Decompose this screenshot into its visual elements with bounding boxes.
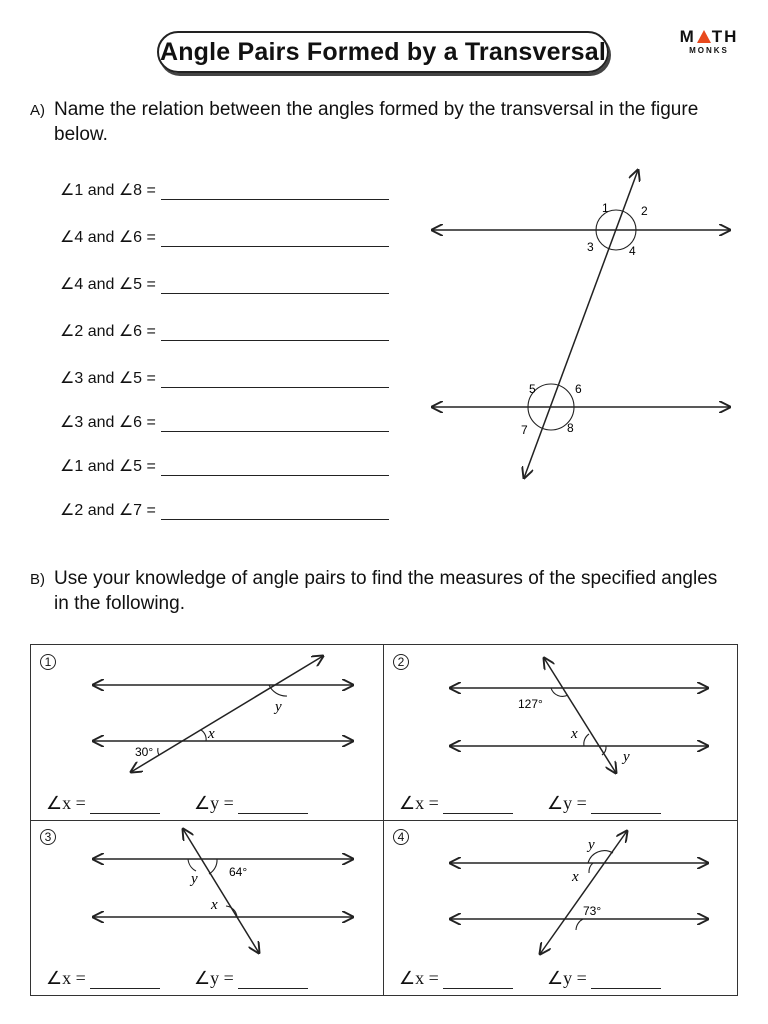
row-label: ∠4 and ∠6 = [60,229,156,246]
answer-blank[interactable] [443,797,513,814]
angle-x-label: x [571,726,578,742]
answer-y-4 [547,968,661,989]
problem-2-figure [384,645,736,785]
row-label: ∠1 and ∠8 = [60,182,156,199]
answer-blank[interactable] [238,972,308,989]
given-angle-label: 30° [135,745,154,759]
part-b-prompt: Use your knowledge of angle pairs to find the measures of the specified angles in the following. [54,568,718,614]
answer-blank[interactable] [90,972,160,989]
answer-x-label: ∠x = [399,968,439,988]
answer-x-3 [46,968,160,989]
problem-number-4: 4 [393,829,409,845]
part-b-label: B) [30,571,45,588]
angle-y-label: y [275,699,282,715]
answer-blank[interactable] [591,972,661,989]
answer-blank[interactable] [161,183,389,200]
answer-blank[interactable] [161,503,389,520]
answer-blank[interactable] [161,230,389,247]
parallel-lines-figure [420,160,750,490]
answer-blank[interactable] [161,277,389,294]
row-label: ∠1 and ∠5 = [60,458,156,475]
angle-label-2: 2 [641,204,648,218]
answer-blank[interactable] [161,415,389,432]
answer-y-label: ∠y = [547,793,587,813]
problem-number-1: 1 [40,654,56,670]
answer-y-1 [194,793,308,814]
row-label: ∠3 and ∠5 = [60,370,156,387]
answer-y-label: ∠y = [194,793,234,813]
title-text: Angle Pairs Formed by a Transversal [159,37,607,66]
answer-y-2 [547,793,661,814]
part-a-label: A) [30,102,45,119]
answer-blank[interactable] [238,797,308,814]
angle-label-6: 6 [575,382,582,396]
answer-blank[interactable] [161,324,389,341]
transversal-line [524,170,638,478]
row-label: ∠2 and ∠6 = [60,323,156,340]
angle-label-8: 8 [567,421,574,435]
answer-x-label: ∠x = [46,968,86,988]
problem-number-3: 3 [40,829,56,845]
logo-triangle-icon [697,30,711,43]
angle-label-7: 7 [521,423,528,437]
answer-x-label: ∠x = [46,793,86,813]
given-angle-label: 73° [583,904,602,918]
answer-blank[interactable] [591,797,661,814]
answer-row [60,454,389,476]
answer-x-label: ∠x = [399,793,439,813]
angle-label-3: 3 [587,240,594,254]
problem-4-figure [384,821,736,961]
answer-x-2 [399,793,513,814]
answer-y-label: ∠y = [194,968,234,988]
answer-row [60,410,389,432]
angle-x-label: x [208,726,215,742]
problem-3-figure [31,821,383,961]
angle-label-5: 5 [529,382,536,396]
answer-blank[interactable] [90,797,160,814]
given-angle-label: 64° [229,865,248,879]
answer-y-label: ∠y = [547,968,587,988]
answer-x-4 [399,968,513,989]
angle-label-4: 4 [629,244,636,258]
part-a-prompt: Name the relation between the angles formed by the transversal in the figure below. [54,99,699,145]
answer-blank[interactable] [443,972,513,989]
angle-y-label: y [191,871,198,887]
answer-x-1 [46,793,160,814]
answer-row [60,319,389,341]
angle-y-label: y [588,837,595,853]
answer-row [60,272,389,294]
problem-1-figure [31,645,383,785]
math-monks-logo [678,28,740,55]
answer-row [60,225,389,247]
problem-number-2: 2 [393,654,409,670]
given-angle-label: 127° [518,697,543,711]
answer-y-3 [194,968,308,989]
answer-row [60,366,389,388]
answer-row [60,498,389,520]
angle-y-label: y [623,749,630,765]
answer-row [60,178,389,200]
angle-label-1: 1 [602,201,609,215]
answer-blank[interactable] [161,371,389,388]
worksheet-title [157,31,609,73]
logo-wordmark: M TH [679,27,739,46]
row-label: ∠2 and ∠7 = [60,502,156,519]
row-label: ∠3 and ∠6 = [60,414,156,431]
angle-x-label: x [572,869,579,885]
answer-blank[interactable] [161,459,389,476]
row-label: ∠4 and ∠5 = [60,276,156,293]
logo-subtext: MONKS [689,46,729,55]
angle-x-label: x [211,897,218,913]
